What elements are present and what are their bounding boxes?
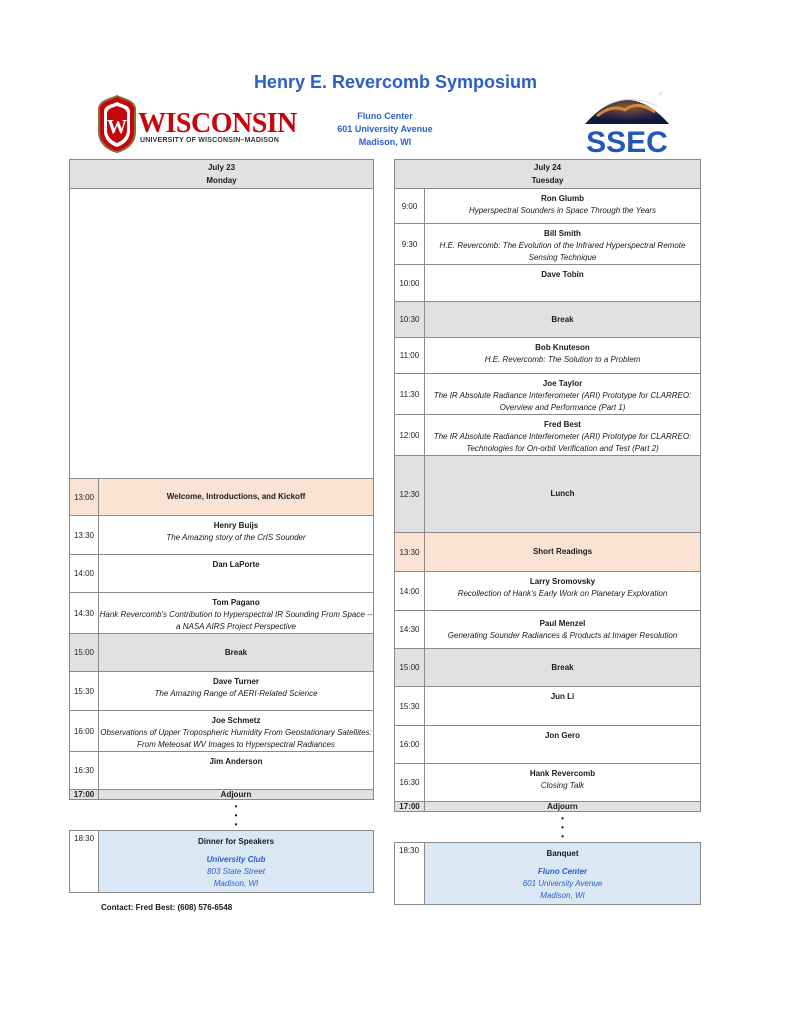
schedule-event: Larry Sromovsky Recollection of Hank's Early Work on Planetary Exploration <box>425 572 701 611</box>
time-cell: 16:30 <box>395 764 425 802</box>
time-cell: 18:30 <box>395 843 425 905</box>
uw-subtitle: UNIVERSITY OF WISCONSIN–MADISON <box>140 137 280 144</box>
schedule-event: Welcome, Introductions, and Kickoff <box>99 479 374 516</box>
time-cell: 15:30 <box>70 672 99 711</box>
schedule-event: Break <box>425 649 701 687</box>
schedule-event: Fred Best The IR Absolute Radiance Interferometer (ARI) Prototype for CLARREO: Technologies for On-orbit Verification and Test (Part 2) <box>425 415 701 456</box>
svg-text:SSEC: SSEC <box>586 126 668 156</box>
schedule-event: Lunch <box>425 456 701 533</box>
schedule-event: Henry Buijs The Amazing story of the CrIS Sounder <box>99 516 374 555</box>
monday-day: Monday <box>206 176 237 185</box>
schedule-event: Short Readings <box>425 533 701 572</box>
time-cell: 16:00 <box>395 726 425 764</box>
time-cell: 15:00 <box>395 649 425 687</box>
ellipsis-dots-icon: • • • <box>561 813 564 841</box>
time-cell: 9:30 <box>395 224 425 265</box>
schedule-event: Bill Smith H.E. Revercomb: The Evolution of the Infrared Hyperspectral Remote Sensing Technique <box>425 224 701 265</box>
schedule-event: Jun Li <box>425 687 701 726</box>
tuesday-day: Tuesday <box>531 176 564 185</box>
monday-header <box>70 160 374 189</box>
time-cell: 12:00 <box>395 415 425 456</box>
time-cell: 13:30 <box>70 516 99 555</box>
ellipsis-dots-icon: • • • <box>234 801 238 829</box>
uw-crest-icon <box>97 94 137 154</box>
time-cell: 14:00 <box>70 555 99 593</box>
schedule-event: Dave Tobin <box>425 265 701 302</box>
adjourn-label: Adjourn <box>425 802 701 812</box>
venue-city: Madison, WI <box>358 137 412 147</box>
evening-event: Banquet Fluno Center 601 University Avenue Madison, WI <box>425 843 701 905</box>
time-cell: 13:00 <box>70 479 99 516</box>
venue-address <box>285 110 485 149</box>
time-cell: 9:00 <box>395 189 425 224</box>
time-cell: 12:30 <box>395 456 425 533</box>
schedule-event: Bob Knuteson H.E. Revercomb: The Solution to a Problem <box>425 338 701 374</box>
time-cell: 14:30 <box>70 593 99 634</box>
schedule-event: Ron Glumb Hyperspectral Sounders in Space Through the Years <box>425 189 701 224</box>
time-cell: 15:30 <box>395 687 425 726</box>
schedule-event: Break <box>99 634 374 672</box>
schedule-event: Hank Revercomb Closing Talk <box>425 764 701 802</box>
venue-name: Fluno Center <box>357 111 413 121</box>
time-cell: 11:00 <box>395 338 425 374</box>
time-cell: 15:00 <box>70 634 99 672</box>
monday-schedule <box>69 159 374 893</box>
tuesday-header <box>395 160 701 189</box>
adjourn-label: Adjourn <box>99 790 374 800</box>
time-cell: 14:30 <box>395 611 425 649</box>
schedule-event: Tom Pagano Hank Revercomb's Contribution to Hyperspectral IR Sounding From Space -- a NASA AIRS Project Perspective <box>99 593 374 634</box>
time-cell: 11:30 <box>395 374 425 415</box>
contact-info: Contact: Fred Best: (608) 576-6548 <box>101 903 233 912</box>
time-cell: 10:00 <box>395 265 425 302</box>
monday-empty-morning <box>70 189 374 479</box>
schedule-event: Jim Anderson <box>99 752 374 790</box>
time-cell: 10:30 <box>395 302 425 338</box>
time-cell: 14:00 <box>395 572 425 611</box>
schedule-event: Paul Menzel Generating Sounder Radiances & Products at Imager Resolution <box>425 611 701 649</box>
time-cell: 16:00 <box>70 711 99 752</box>
ssec-logo-icon <box>577 86 677 156</box>
schedule-event: Dan LaPorte <box>99 555 374 593</box>
evening-event: Dinner for Speakers University Club 803 State Street Madison, WI <box>99 831 374 893</box>
tuesday-date: July 24 <box>533 163 562 172</box>
time-cell: 17:00 <box>70 790 99 800</box>
time-cell: 13:30 <box>395 533 425 572</box>
monday-date: July 23 <box>207 163 236 172</box>
venue-street: 601 University Avenue <box>337 124 433 134</box>
schedule-event: Jon Gero <box>425 726 701 764</box>
uw-wordmark: WISCONSIN <box>138 108 297 139</box>
time-cell: 17:00 <box>395 802 425 812</box>
time-cell: 18:30 <box>70 831 99 893</box>
schedule-event: Dave Turner The Amazing Range of AERI-Related Science <box>99 672 374 711</box>
tuesday-schedule <box>394 159 701 905</box>
page-title: Henry E. Revercomb Symposium <box>253 72 538 92</box>
schedule-event: Break <box>425 302 701 338</box>
svg-text:W: W <box>107 116 127 138</box>
schedule-event: Joe Taylor The IR Absolute Radiance Interferometer (ARI) Prototype for CLARREO: Overview and Performance (Part 1) <box>425 374 701 415</box>
time-cell: 16:30 <box>70 752 99 790</box>
schedule-event: Joe Schmetz Observations of Upper Tropospheric Humidity From Geostationary Satellites: From Meteosat WV Images to Hyperspectral Radiances <box>99 711 374 752</box>
